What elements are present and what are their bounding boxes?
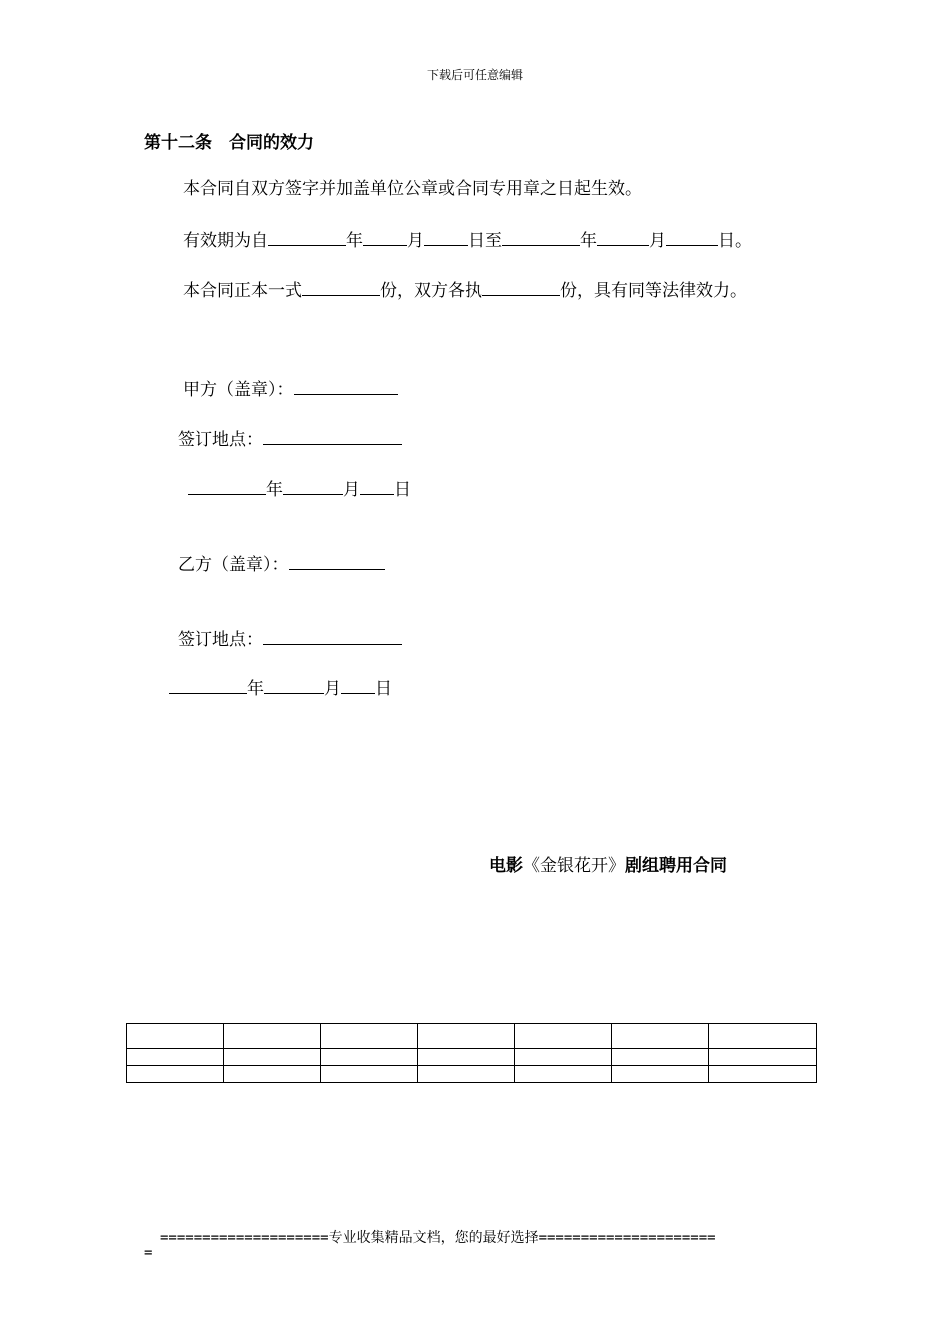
blank-party-b-day	[341, 677, 375, 694]
blank-start-year	[268, 229, 346, 246]
article-title: 第十二条 合同的效力	[144, 133, 314, 153]
blank-party-a-day	[360, 478, 394, 495]
day-label: 日	[375, 679, 392, 699]
month-label: 月	[407, 231, 424, 251]
blank-party-a-month	[283, 478, 343, 495]
table-cell	[127, 1049, 224, 1066]
copies-prefix: 本合同正本一式	[183, 281, 302, 301]
contract-title-suffix: 剧组聘用合同	[625, 856, 727, 876]
table-cell	[709, 1066, 817, 1083]
party-a-label: 甲方（盖章）：	[183, 380, 294, 400]
party-b-date-line	[169, 677, 392, 699]
table-cell	[321, 1066, 418, 1083]
party-a-date-line	[188, 478, 411, 500]
contract-title-prefix: 电影	[489, 856, 523, 876]
blank-start-month	[363, 229, 407, 246]
paragraph-copies	[183, 279, 747, 301]
party-a-place-line	[178, 428, 402, 450]
footer-line: ====================专业收集精品文档，您的最好选择=====================	[160, 1230, 716, 1246]
year-label: 年	[346, 231, 363, 251]
table-cell	[418, 1024, 515, 1049]
party-b-label: 乙方（盖章）：	[178, 555, 289, 575]
table-cell	[515, 1066, 612, 1083]
party-b-place-label: 签订地点：	[178, 630, 263, 650]
empty-table	[126, 1023, 817, 1083]
blank-end-month	[597, 229, 649, 246]
day-label: 日	[394, 480, 411, 500]
day-to-label: 日至	[468, 231, 502, 251]
table-row	[127, 1024, 817, 1049]
party-b-place-line	[178, 628, 402, 650]
blank-end-day	[666, 229, 718, 246]
table-cell	[321, 1024, 418, 1049]
table-cell	[127, 1024, 224, 1049]
blank-copies-each	[482, 279, 560, 296]
table-cell	[224, 1024, 321, 1049]
party-a-place-label: 签订地点：	[178, 430, 263, 450]
blank-party-b-year	[169, 677, 247, 694]
blank-party-a-year	[188, 478, 266, 495]
table-cell	[321, 1049, 418, 1066]
day-end-label: 日。	[718, 231, 752, 251]
month-label: 月	[649, 231, 666, 251]
table-cell	[709, 1024, 817, 1049]
blank-start-day	[424, 229, 468, 246]
party-a-seal-line	[183, 378, 398, 400]
blank-party-b-place	[263, 628, 402, 645]
table-cell	[224, 1049, 321, 1066]
table-cell	[418, 1066, 515, 1083]
blank-party-a	[294, 378, 398, 395]
table-cell	[418, 1049, 515, 1066]
party-b-seal-line	[178, 553, 385, 575]
contract-title	[489, 851, 727, 876]
blank-party-a-place	[263, 428, 402, 445]
contract-title-film-name: 《金银花开》	[523, 856, 625, 876]
blank-end-year	[502, 229, 580, 246]
page-header: 下载后可任意编辑	[426, 68, 523, 82]
table-cell	[515, 1049, 612, 1066]
table-cell	[224, 1066, 321, 1083]
table-cell	[612, 1049, 709, 1066]
month-label: 月	[343, 480, 360, 500]
table-cell	[612, 1024, 709, 1049]
copies-suffix: 份，具有同等法律效力。	[560, 281, 747, 301]
blank-party-b-month	[264, 677, 324, 694]
month-label: 月	[324, 679, 341, 699]
blank-copies-total	[302, 279, 380, 296]
footer-line-continued: =	[144, 1245, 153, 1261]
table-row	[127, 1049, 817, 1066]
validity-prefix: 有效期为自	[183, 231, 268, 251]
blank-party-b	[289, 553, 385, 570]
table-cell	[515, 1024, 612, 1049]
paragraph-validity	[183, 229, 752, 251]
copies-middle: 份，双方各执	[380, 281, 482, 301]
year-label: 年	[580, 231, 597, 251]
table-cell	[612, 1066, 709, 1083]
table-row	[127, 1066, 817, 1083]
year-label: 年	[247, 679, 264, 699]
paragraph-effective: 本合同自双方签字并加盖单位公章或合同专用章之日起生效。	[183, 179, 642, 199]
year-label: 年	[266, 480, 283, 500]
table-cell	[127, 1066, 224, 1083]
table-cell	[709, 1049, 817, 1066]
